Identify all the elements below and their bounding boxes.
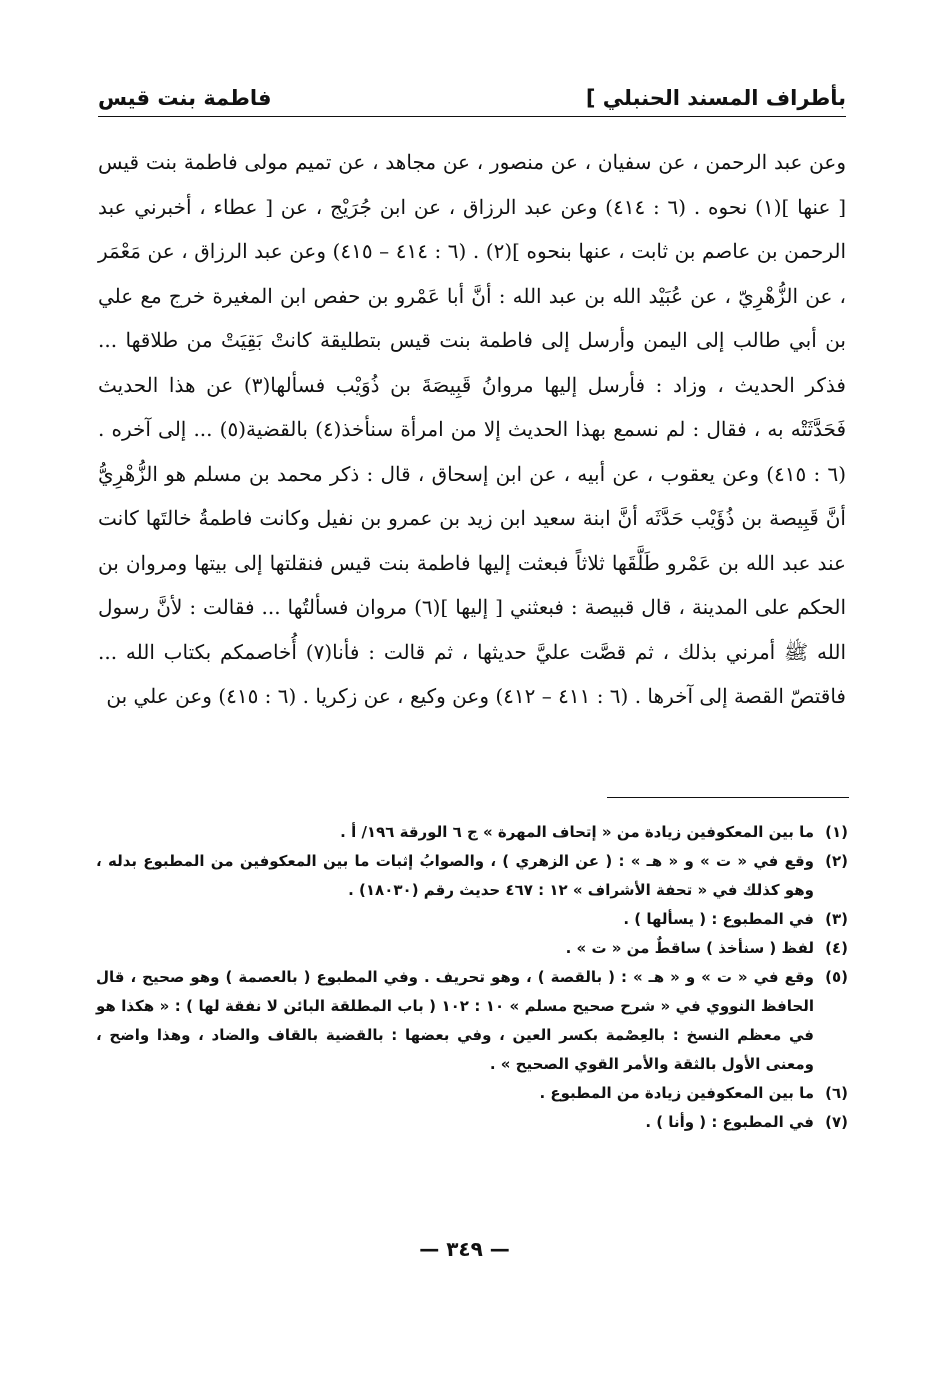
footnote-text: في المطبوع : ( وأنا ) . xyxy=(645,1113,814,1131)
footnote-number: (٣) xyxy=(825,910,848,928)
footnote-text: لفظ ( سنأخذ ) ساقطٌ من « ت » . xyxy=(565,939,814,957)
footnote-text: في المطبوع : ( يسألها ) . xyxy=(623,910,814,928)
footnote-item xyxy=(96,934,848,963)
footnote-item xyxy=(96,818,848,847)
main-text xyxy=(98,140,846,719)
header-book-title: بأطراف المسند الحنبلي ] xyxy=(585,86,846,110)
footnote-number: (١) xyxy=(825,823,848,841)
footnote-item xyxy=(96,1108,848,1137)
footnote-item xyxy=(96,963,848,1079)
footnote-item xyxy=(96,905,848,934)
footnote-number: (٦) xyxy=(825,1084,848,1102)
footnote-number: (٢) xyxy=(825,852,848,870)
footnote-text: ما بين المعكوفين زيادة من المطبوع . xyxy=(539,1084,814,1102)
footnotes-list xyxy=(96,818,848,1137)
page-number: — ٣٤٩ — xyxy=(419,1237,510,1261)
footnote-text: ما بين المعكوفين زيادة من « إتحاف المهرة » ج ٦ الورقة ١٩٦/ أ . xyxy=(340,823,814,841)
footnote-text: وقع في « ت » و « هـ » : ( عن الزهري ) ، والصوابُ إثبات ما بين المعكوفين من المطبوع بدله ، وهو كذلك في « تحفة الأشراف » ١٢ : ٤٦٧ حديث رقم (١٨٠٣٠) . xyxy=(96,852,814,899)
footnote-text: وقع في « ت » و « هـ » : ( بالقصة ) ، وهو تحريف . وفي المطبوع ( بالعصمة ) وهو صحيح ، قال الحافظ النووي في « شرح صحيح مسلم » ١٠ : ١٠٢ ( باب المطلقة البائن لا نفقة لها ) : « هكذا هو في معظم النسخ : بالعِصْمة بكسر العين ، وفي بعضها : بالقضية بالقاف والضاد ، وهذا واضح ، ومعنى الأول بالثقة والأمر القوي الصحيح » . xyxy=(96,968,814,1073)
footnote-number: (٥) xyxy=(825,968,848,986)
footnote-separator xyxy=(607,797,849,798)
running-header xyxy=(98,78,846,117)
footnote-item xyxy=(96,847,848,905)
main-paragraph: وعن عبد الرحمن ، عن سفيان ، عن منصور ، عن مجاهد ، عن تميم مولى فاطمة بنت قيس [ عنها ](١) نحوه . (٦ : ٤١٤) وعن عبد الرزاق ، عن ابن جُرَيْج ، عن [ عطاء ، أخبرني عبد الرحمن بن عاصم بن ثابت ، عنها بنحوه ](٢) . (٦ : ٤١٤ – ٤١٥) وعن عبد الرزاق ، عن مَعْمَر ، عن الزُّهْرِيّ ، عن عُبَيْد الله بن عبد الله : أنَّ أبا عَمْرو بن حفص ابن المغيرة خرج مع علي بن أبي طالب إلى اليمن وأرسل إلى فاطمة بنت قيس بتطليقة كانتْ بَقِيَتْ من طلاقها ... فذكر الحديث ، وزاد : فأرسل إليها مروانُ قَبِيصَةَ بن ذُوَيْب فسألها(٣) عن هذا الحديث فَحَدَّثَتْه به ، فقال : لم نسمع بهذا الحديث إلا من امرأة سنأخذ(٤) بالقضية(٥) ... إلى آخره . (٦ : ٤١٥) وعن يعقوب ، عن أبيه ، عن ابن إسحاق ، قال : ذكر محمد بن مسلم هو الزُّهْرِيُّ أنَّ قَبِيصة بن ذُؤَيْب حَدَّثَه أنَّ ابنة سعيد ابن زيد بن عمرو بن نفيل وكانت فاطمةُ خالتَها كانت عند عبد الله بن عَمْرو طَلَّقَها ثلاثاً فبعثت إليها فاطمة بنت قيس فنقلتها إلى بيتها ومروان بن الحكم على المدينة ، قال قبيصة : فبعثني [ إليها ](٦) مروان فسألتُها ... فقالت : لأنَّ رسول الله ﷺ أمرني بذلك ، ثم قصَّت عليَّ حديثها ، ثم قالت : فأنا(٧) أُخاصمكم بكتاب الله ... فاقتصّ القصة إلى آخرها . (٦ : ٤١١ – ٤١٢) وعن وكيع ، عن زكريا . (٦ : ٤١٥) وعن علي بن xyxy=(98,150,847,708)
footnote-number: (٧) xyxy=(825,1113,848,1131)
footnote-item xyxy=(96,1079,848,1108)
footnote-number: (٤) xyxy=(825,939,848,957)
header-chapter-title: فاطمة بنت قيس xyxy=(98,86,272,110)
